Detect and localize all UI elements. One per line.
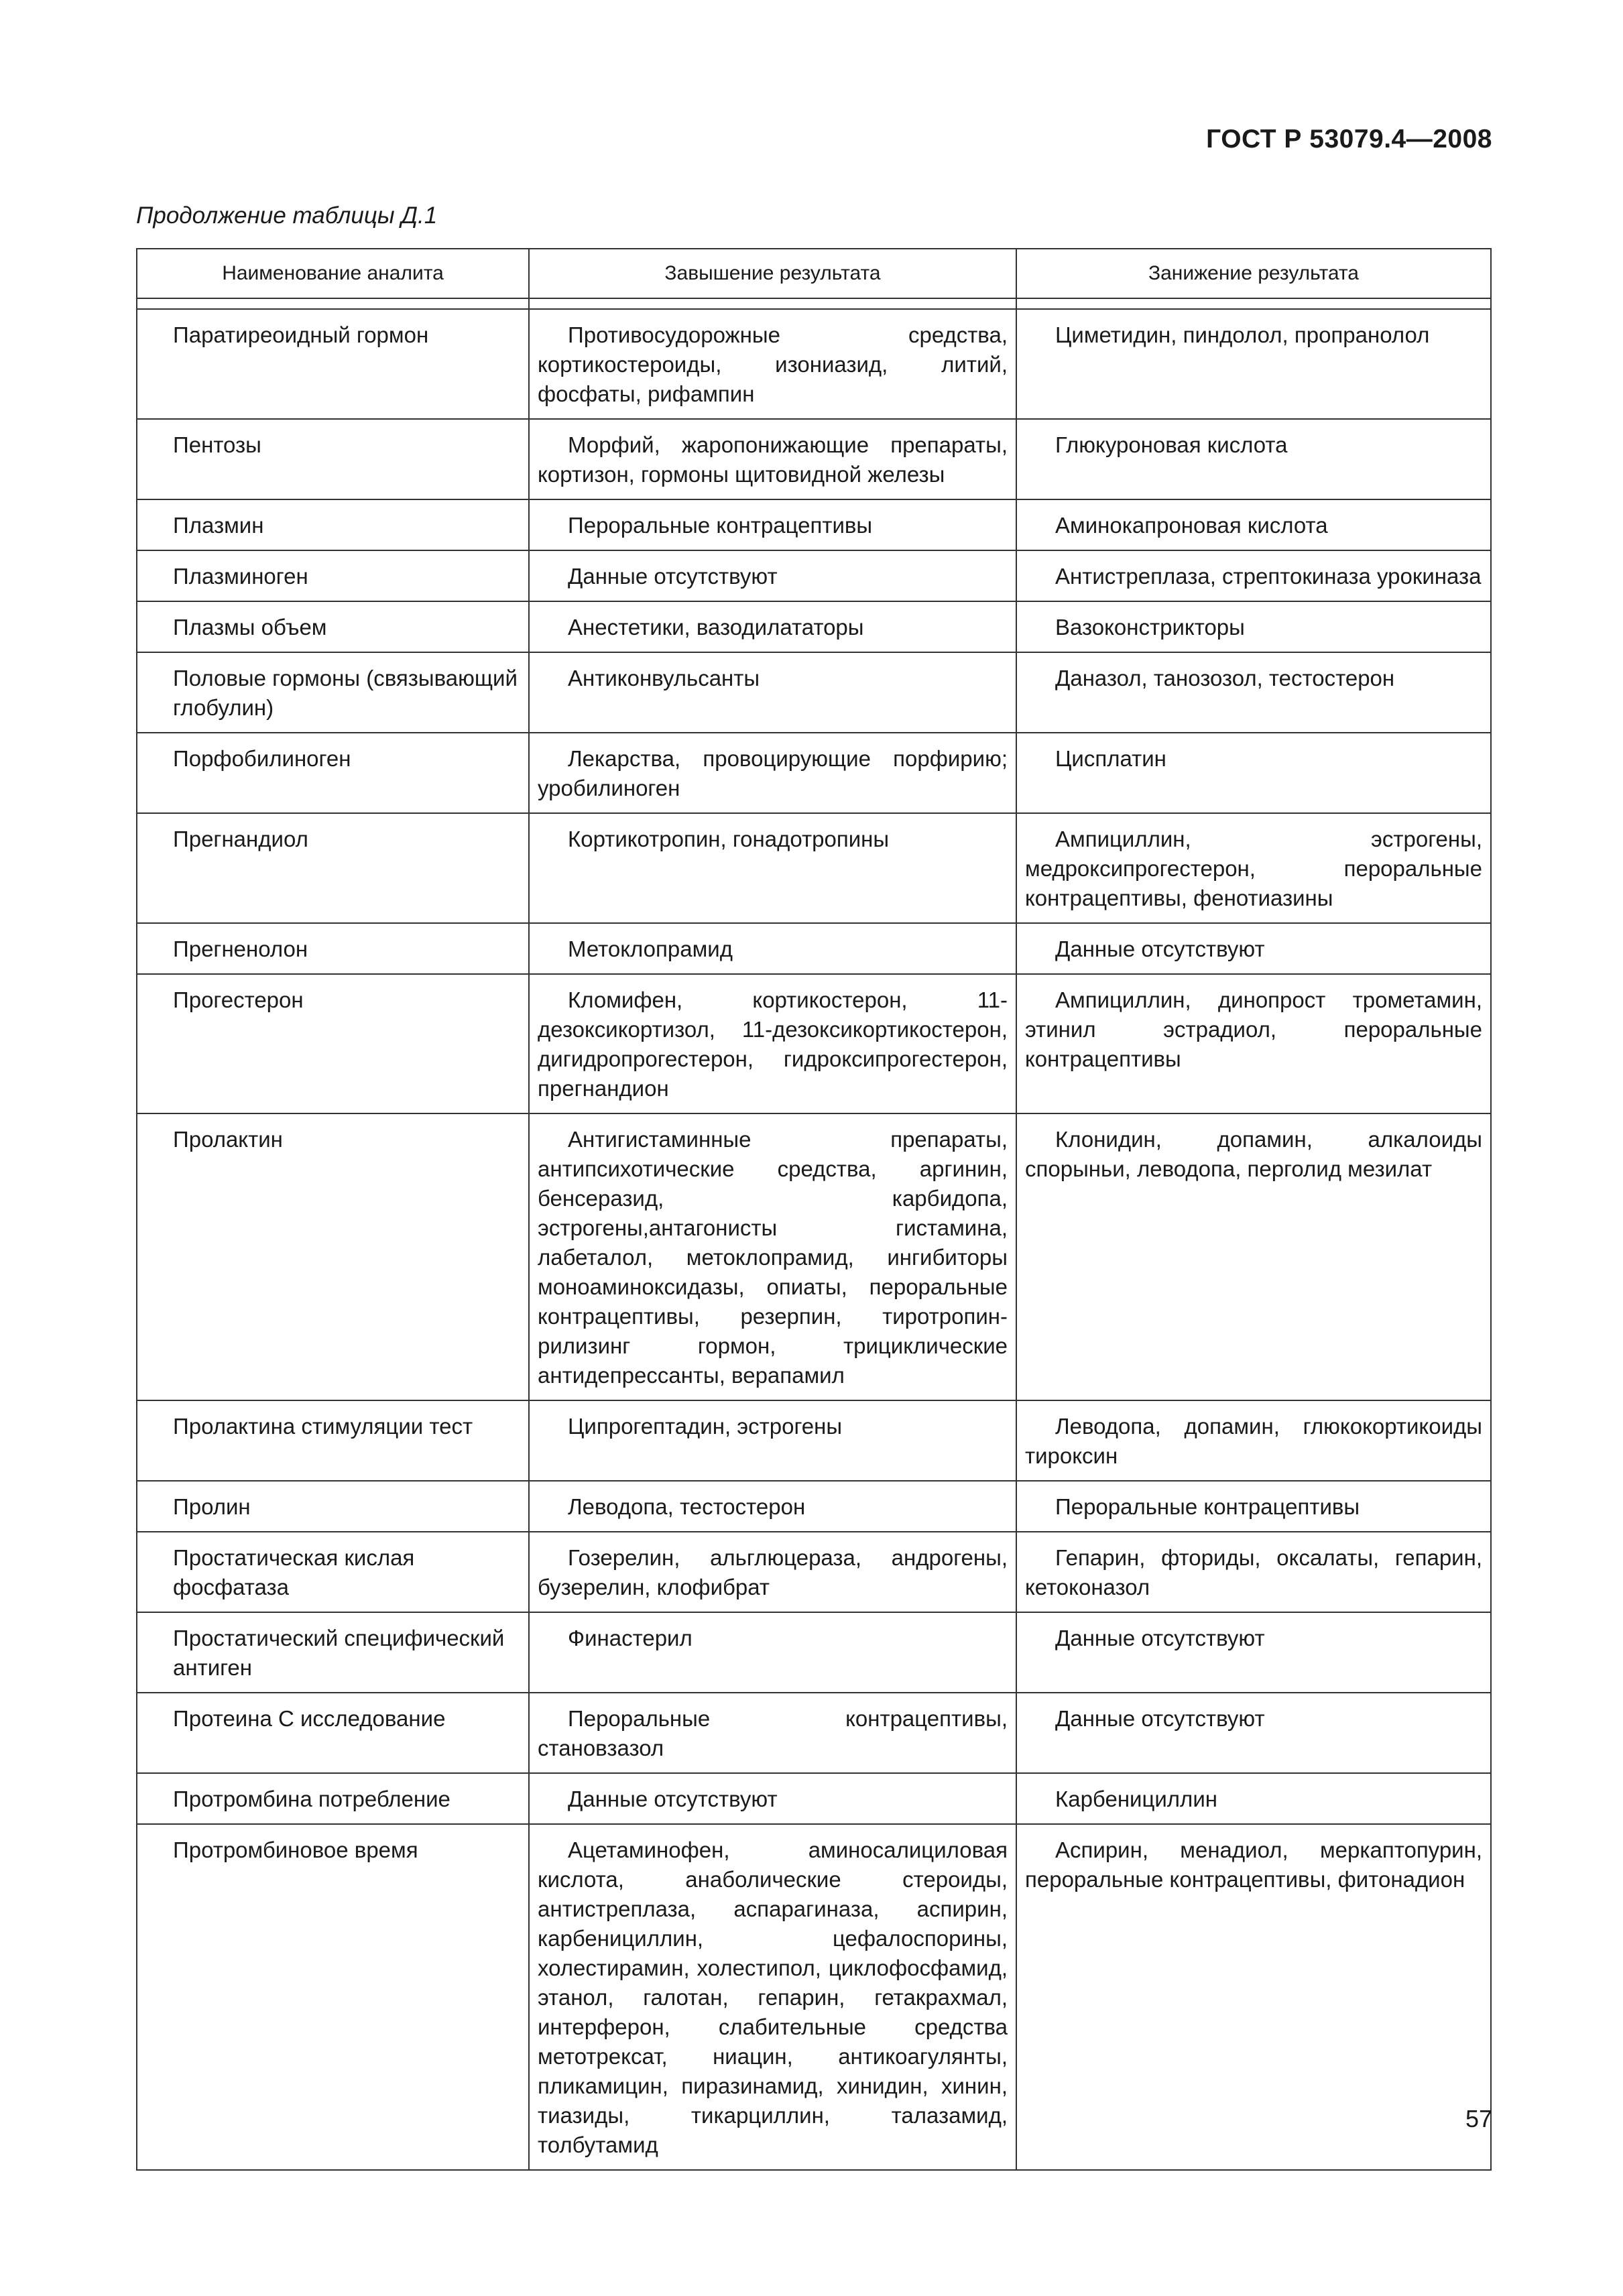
table-row xyxy=(137,813,1491,923)
table-row xyxy=(137,1400,1491,1481)
analyte-cell: Простатическая кислая фосфатаза xyxy=(137,1532,529,1612)
analyte-cell: Прегненолон xyxy=(137,923,529,974)
analyte-cell: Порфобилиноген xyxy=(137,733,529,813)
table-row xyxy=(137,1693,1491,1773)
analyte-cell: Протеина С исследование xyxy=(137,1693,529,1773)
table-row xyxy=(137,1113,1491,1400)
decrease-cell: Данные отсутствуют xyxy=(1016,1612,1491,1693)
table-row xyxy=(137,499,1491,550)
increase-cell: Гозерелин, альглюцераза, андрогены, бузерелин, клофибрат xyxy=(529,1532,1016,1612)
decrease-cell: Ампициллин, эстрогены, медроксипрогестерон, пероральные контрацептивы, фенотиазины xyxy=(1016,813,1491,923)
table-row xyxy=(137,652,1491,733)
decrease-cell: Гепарин, фториды, оксалаты, гепарин, кетоконазол xyxy=(1016,1532,1491,1612)
increase-cell: Леводопа, тестостерон xyxy=(529,1481,1016,1532)
column-header: Занижение результата xyxy=(1016,249,1491,298)
increase-cell: Анестетики, вазодилататоры xyxy=(529,601,1016,652)
table-header-row xyxy=(137,249,1491,298)
page-number: 57 xyxy=(1465,2105,1492,2132)
column-header: Завышение результата xyxy=(529,249,1016,298)
increase-cell: Метоклопрамид xyxy=(529,923,1016,974)
analyte-cell: Пентозы xyxy=(137,419,529,499)
standard-header: ГОСТ Р 53079.4—2008 xyxy=(1206,125,1492,154)
decrease-cell: Данные отсутствуют xyxy=(1016,1693,1491,1773)
decrease-cell: Данные отсутствуют xyxy=(1016,923,1491,974)
decrease-cell: Цисплатин xyxy=(1016,733,1491,813)
table-row xyxy=(137,1773,1491,1824)
decrease-cell: Глюкуроновая кислота xyxy=(1016,419,1491,499)
increase-cell: Ацетаминофен, аминосалициловая кислота, анаболические стероиды, антистреплаза, аспарагиназа, аспирин, карбенициллин, цефалоспорины, холестирамин, холестипол, циклофосфамид, этанол, галотан, гепарин, гетакрахмал, интерферон, слабительные средства метотрексат, ниацин, антикоагулянты, пликамицин, пиразинамид, хинидин, хинин, тиазиды, тикарциллин, талазамид, толбутамид xyxy=(529,1824,1016,2170)
table-row xyxy=(137,550,1491,601)
table-row xyxy=(137,974,1491,1113)
table-row xyxy=(137,1481,1491,1532)
increase-cell: Противосудорожные средства, кортикостероиды, изониазид, литий, фосфаты, рифампин xyxy=(529,309,1016,419)
analyte-cell: Паратиреоидный гормон xyxy=(137,309,529,419)
increase-cell: Лекарства, провоцирующие порфирию; уробилиноген xyxy=(529,733,1016,813)
analyte-cell: Пролактина стимуляции тест xyxy=(137,1400,529,1481)
decrease-cell: Карбенициллин xyxy=(1016,1773,1491,1824)
analyte-cell: Протромбиновое время xyxy=(137,1824,529,2170)
table-row xyxy=(137,1612,1491,1693)
decrease-cell: Антистреплаза, стрептокиназа урокиназа xyxy=(1016,550,1491,601)
decrease-cell: Аминокапроновая кислота xyxy=(1016,499,1491,550)
increase-cell: Антигистаминные препараты, антипсихотические средства, аргинин, бенсеразид, карбидопа, эстрогены,антагонисты гистамина, лабеталол, метоклопрамид, ингибиторы моноаминоксидазы, опиаты, пероральные контрацептивы, резерпин, тиротропин-рилизинг гормон, трициклические антидепрессанты, верапамил xyxy=(529,1113,1016,1400)
analyte-cell: Протромбина потребление xyxy=(137,1773,529,1824)
decrease-cell: Пероральные контрацептивы xyxy=(1016,1481,1491,1532)
analyte-cell: Половые гормоны (связывающий глобулин) xyxy=(137,652,529,733)
table-row xyxy=(137,1824,1491,2170)
increase-cell: Кломифен, кортикостерон, 11-дезоксикортизол, 11-дезоксикортикостерон, дигидропрогестерон, гидроксипрогестерон, прегнандион xyxy=(529,974,1016,1113)
table-row xyxy=(137,309,1491,419)
analyte-cell: Прегнандиол xyxy=(137,813,529,923)
analyte-cell: Простатический специфический антиген xyxy=(137,1612,529,1693)
analyte-cell: Пролин xyxy=(137,1481,529,1532)
table-row xyxy=(137,733,1491,813)
decrease-cell: Вазоконстрикторы xyxy=(1016,601,1491,652)
table-row xyxy=(137,923,1491,974)
table-row xyxy=(137,601,1491,652)
increase-cell: Ципрогептадин, эстрогены xyxy=(529,1400,1016,1481)
analyte-cell: Прогестерон xyxy=(137,974,529,1113)
increase-cell: Антиконвульсанты xyxy=(529,652,1016,733)
analyte-cell: Плазминоген xyxy=(137,550,529,601)
column-header: Наименование аналита xyxy=(137,249,529,298)
increase-cell: Данные отсутствуют xyxy=(529,550,1016,601)
decrease-cell: Леводопа, допамин, глюкокортикоиды тироксин xyxy=(1016,1400,1491,1481)
decrease-cell: Ампициллин, динопрост трометамин, этинил эстрадиол, пероральные контрацептивы xyxy=(1016,974,1491,1113)
analyte-cell: Плазмы объем xyxy=(137,601,529,652)
table-row xyxy=(137,1532,1491,1612)
data-table xyxy=(136,248,1492,2171)
increase-cell: Пероральные контрацептивы xyxy=(529,499,1016,550)
decrease-cell: Аспирин, менадиол, меркаптопурин, пероральные контрацептивы, фитонадион xyxy=(1016,1824,1491,2170)
header-spacer-row xyxy=(137,298,1491,309)
decrease-cell: Циметидин, пиндолол, пропранолол xyxy=(1016,309,1491,419)
increase-cell: Пероральные контрацептивы, становзазол xyxy=(529,1693,1016,1773)
table-row xyxy=(137,419,1491,499)
decrease-cell: Клонидин, допамин, алкалоиды спорыньи, леводопа, перголид мезилат xyxy=(1016,1113,1491,1400)
analyte-cell: Плазмин xyxy=(137,499,529,550)
increase-cell: Финастерил xyxy=(529,1612,1016,1693)
table-caption: Продолжение таблицы Д.1 xyxy=(136,202,438,229)
increase-cell: Кортикотропин, гонадотропины xyxy=(529,813,1016,923)
increase-cell: Морфий, жаропонижающие препараты, кортизон, гормоны щитовидной железы xyxy=(529,419,1016,499)
increase-cell: Данные отсутствуют xyxy=(529,1773,1016,1824)
decrease-cell: Даназол, танозозол, тестостерон xyxy=(1016,652,1491,733)
analyte-cell: Пролактин xyxy=(137,1113,529,1400)
